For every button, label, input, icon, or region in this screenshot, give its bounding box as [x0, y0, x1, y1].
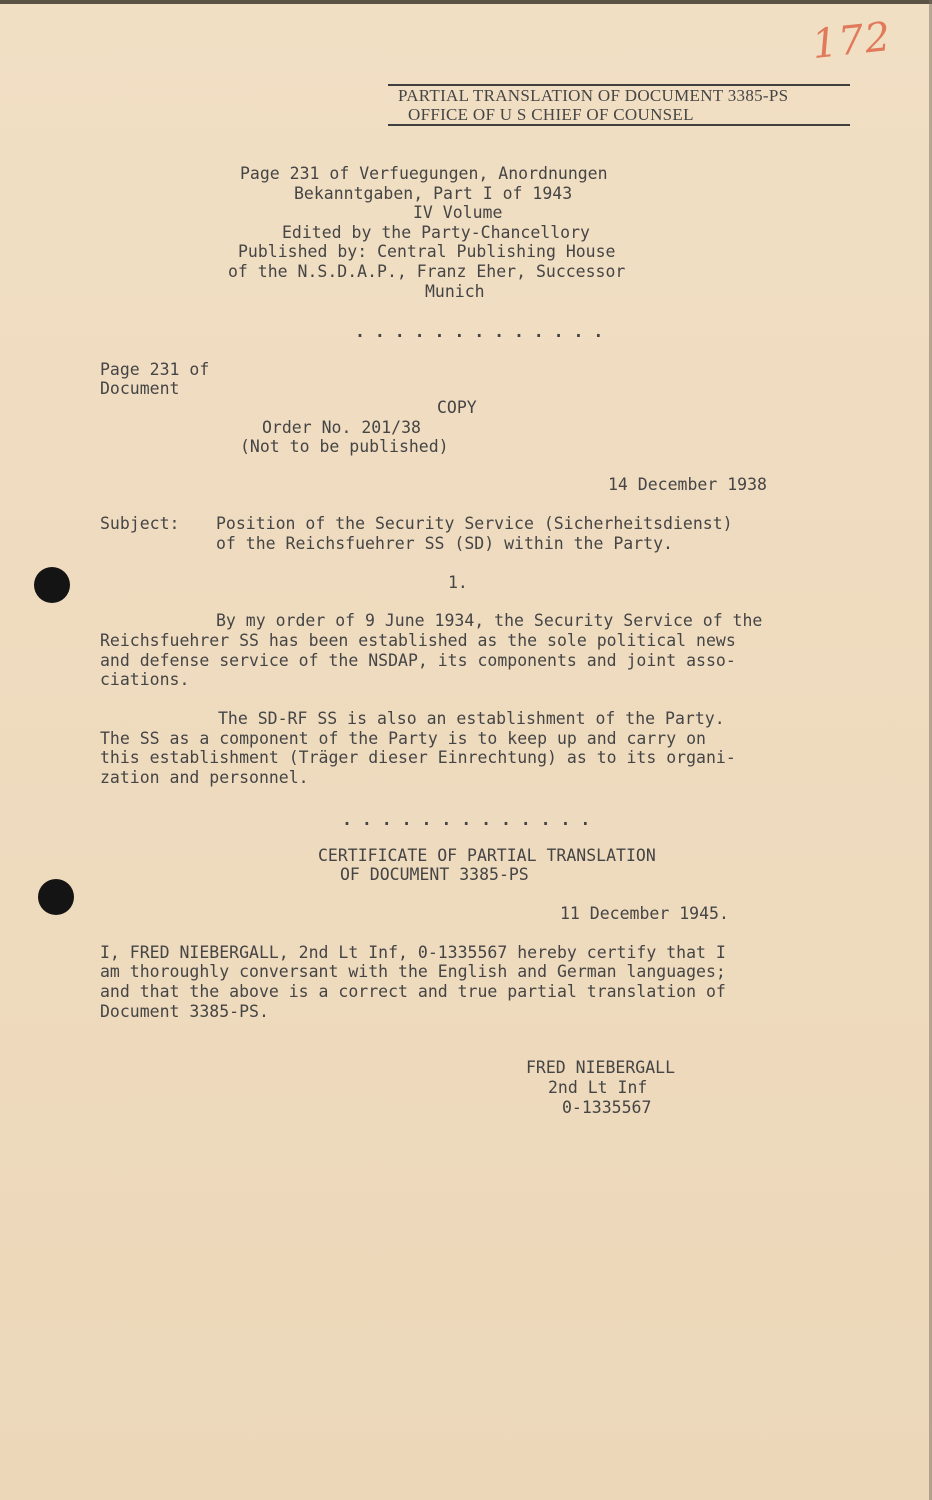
- punch-hole-2: [38, 879, 74, 915]
- page-ref-line-1: Page 231 of: [100, 360, 210, 379]
- certification-line-1: I, FRED NIEBERGALL, 2nd Lt Inf, 0-1335567 hereby certify that I: [100, 943, 726, 962]
- top-edge: [0, 0, 932, 4]
- header-line-1: PARTIAL TRANSLATION OF DOCUMENT 3385-PS: [398, 86, 789, 105]
- order-date: 14 December 1938: [608, 475, 767, 494]
- page-ref-line-2: Document: [100, 379, 180, 398]
- signature-rank: 2nd Lt Inf: [548, 1078, 648, 1097]
- certificate-date: 11 December 1945.: [560, 904, 729, 923]
- subject-line-1: Position of the Security Service (Sicherheitsdienst): [216, 514, 733, 533]
- certification-line-3: and that the above is a correct and true partial translation of: [100, 982, 726, 1001]
- source-line-1: Page 231 of Verfuegungen, Anordnungen: [240, 164, 608, 183]
- signature-name: FRED NIEBERGALL: [526, 1058, 676, 1077]
- order-number: Order No. 201/38: [262, 418, 421, 437]
- source-line-4: Edited by the Party-Chancellory: [282, 223, 590, 242]
- header-rule-bottom: [388, 124, 850, 126]
- paragraph-2-line-1: The SD-RF SS is also an establishment of the Party.: [218, 709, 725, 728]
- paragraph-1-line-2: Reichsfuehrer SS has been established as the sole political news: [100, 631, 736, 650]
- source-line-6: of the N.S.D.A.P., Franz Eher, Successor: [228, 262, 626, 281]
- subject-label: Subject:: [100, 514, 180, 533]
- source-line-3: IV Volume: [413, 203, 503, 222]
- certificate-title-line-2: OF DOCUMENT 3385-PS: [340, 865, 529, 884]
- subject-line-2: of the Reichsfuehrer SS (SD) within the Party.: [216, 534, 673, 553]
- certificate-title-line-1: CERTIFICATE OF PARTIAL TRANSLATION: [318, 846, 656, 865]
- paragraph-2-line-4: zation and personnel.: [100, 768, 309, 787]
- separator-dots-1: . . . . . . . . . . . . .: [355, 322, 604, 341]
- source-line-5: Published by: Central Publishing House: [238, 242, 616, 261]
- certification-line-2: am thoroughly conversant with the English and German languages;: [100, 962, 726, 981]
- paragraph-2-line-2: The SS as a component of the Party is to keep up and carry on: [100, 729, 706, 748]
- page-number: 172: [809, 13, 894, 69]
- source-line-7: Munich: [425, 282, 485, 301]
- punch-hole-1: [34, 567, 70, 603]
- not-published-note: (Not to be published): [240, 437, 449, 456]
- source-line-2: Bekanntgaben, Part I of 1943: [294, 184, 573, 203]
- certification-line-4: Document 3385-PS.: [100, 1002, 269, 1021]
- copy-label: COPY: [437, 398, 477, 417]
- section-number: 1.: [448, 573, 468, 592]
- paragraph-1-line-3: and defense service of the NSDAP, its components and joint asso-: [100, 651, 736, 670]
- paragraph-2-line-3: this establishment (Träger dieser Einrechtung) as to its organi-: [100, 748, 736, 767]
- paragraph-1-line-1: By my order of 9 June 1934, the Security Service of the: [216, 611, 763, 630]
- header-line-2: OFFICE OF U S CHIEF OF COUNSEL: [408, 105, 694, 124]
- paragraph-1-line-4: ciations.: [100, 670, 190, 689]
- signature-serial: 0-1335567: [562, 1098, 652, 1117]
- separator-dots-2: . . . . . . . . . . . . .: [342, 810, 591, 829]
